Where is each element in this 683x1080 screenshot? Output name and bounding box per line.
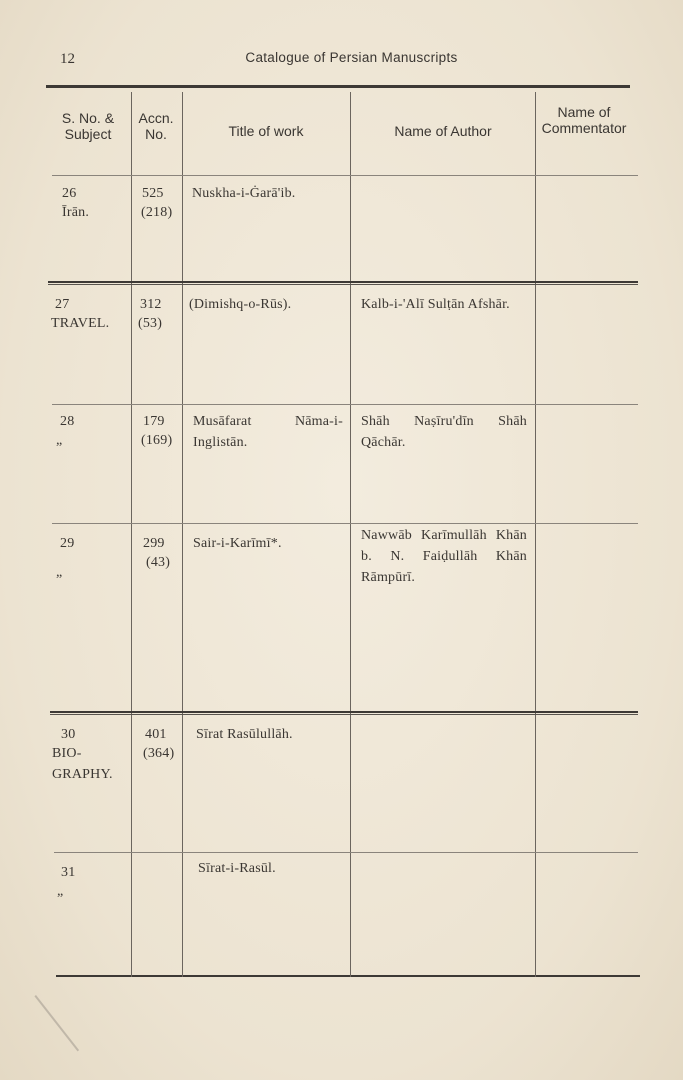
header-commentator-line1: Name of <box>557 104 611 120</box>
row-30-accn: 401 <box>145 727 167 742</box>
row-26-accn: 525 <box>142 186 164 201</box>
row-26-subject: Īrān. <box>62 205 90 220</box>
header-sno-subject <box>48 110 128 142</box>
row-27-old-no: (53) <box>138 316 163 331</box>
row-26-old-no: (218) <box>141 205 173 220</box>
row-30-subject: BIO-GRAPHY. <box>52 746 113 782</box>
row-27-sno: 27 <box>55 297 70 312</box>
row-27-subject: TRAVEL. <box>51 316 110 331</box>
row-26-sno: 26 <box>62 186 77 201</box>
column-divider <box>182 92 183 977</box>
row-26-title: Nuskha-i-Ġarā'ib. <box>192 186 296 201</box>
row-29-sno: 29 <box>60 536 75 551</box>
row-30-title: Sīrat Rasūlullāh. <box>196 727 293 742</box>
page-fold-mark <box>34 995 79 1051</box>
header-author: Name of Author <box>394 123 492 139</box>
row-29-old-no: (43) <box>146 555 171 570</box>
row-28-accn: 179 <box>143 414 165 429</box>
row-31-subject: „ <box>57 884 64 899</box>
row-separator <box>52 523 638 524</box>
bottom-rule <box>56 975 640 977</box>
column-divider <box>350 92 351 977</box>
row-28-title: Musāfarat Nāma-i-Inglistān. <box>193 414 343 450</box>
row-27-title: (Dimishq-o-Rūs). <box>189 297 292 312</box>
header-sno-line1: S. No. & <box>61 110 115 126</box>
header-commentator <box>530 104 638 136</box>
row-30-sno: 30 <box>61 727 76 742</box>
header-accn-no <box>130 110 182 142</box>
header-accn-line2: No. <box>145 126 167 142</box>
row-separator <box>52 175 638 176</box>
running-head: Catalogue of Persian Manuscripts <box>245 50 458 65</box>
row-29-subject: „ <box>56 565 63 580</box>
header-commentator-line2: Commentator <box>541 120 627 136</box>
row-31-sno: 31 <box>61 865 76 880</box>
column-divider <box>131 92 132 977</box>
row-29-author: Nawwāb Karīmullāh Khān b. N. Faiḍullāh Khān Rāmpūrī. <box>361 528 527 585</box>
row-27-accn: 312 <box>140 297 162 312</box>
section-separator <box>48 281 638 285</box>
column-divider <box>535 92 536 977</box>
row-28-old-no: (169) <box>141 433 173 448</box>
header-sno-line2: Subject <box>64 126 112 142</box>
header-accn-line1: Accn. <box>138 110 174 126</box>
row-28-author: Shāh Naṣīru'dīn Shāh Qāchār. <box>361 414 527 450</box>
row-30-old-no: (364) <box>143 746 175 761</box>
row-separator <box>52 404 638 405</box>
row-29-accn: 299 <box>143 536 165 551</box>
row-31-title: Sīrat-i-Rasūl. <box>198 861 276 876</box>
page-number: 12 <box>60 51 75 67</box>
row-28-subject: „ <box>56 433 63 448</box>
row-27-author: Kalb-i-'Alī Sulṭān Afshār. <box>361 297 510 312</box>
row-separator <box>54 852 638 853</box>
section-separator <box>50 711 638 715</box>
top-rule <box>46 85 630 88</box>
header-title: Title of work <box>228 123 304 139</box>
row-28-sno: 28 <box>60 414 75 429</box>
row-29-title: Sair-i-Karīmī*. <box>193 536 282 551</box>
